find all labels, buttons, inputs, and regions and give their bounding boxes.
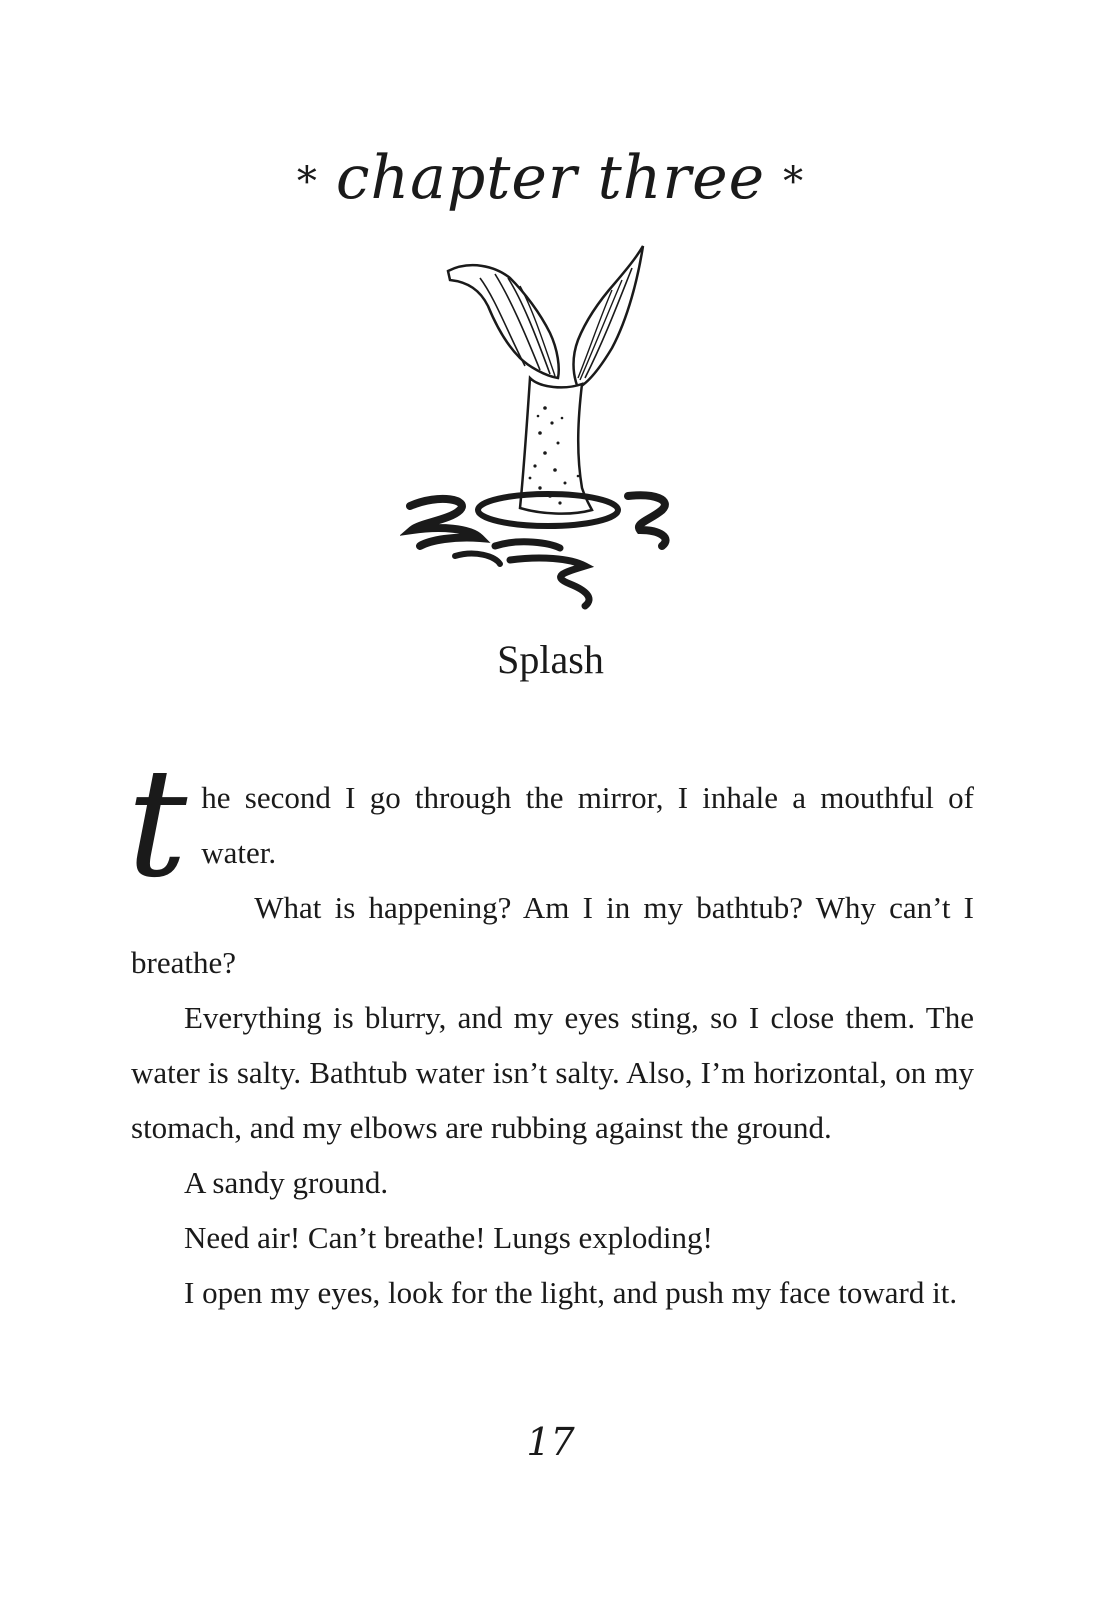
chapter-heading bbox=[0, 138, 1101, 222]
body-text bbox=[127, 737, 974, 1320]
paragraph-text: he second I go through the mirror, I inhale a mouthful of water. bbox=[201, 780, 974, 870]
mermaid-tail-icon bbox=[400, 238, 700, 618]
star-ornament-left: * bbox=[296, 159, 318, 206]
paragraph: What is happening? Am I in my bathtub? Why can’t I breathe? bbox=[131, 890, 974, 980]
drop-cap: t bbox=[127, 737, 188, 911]
paragraph: A sandy ground. bbox=[184, 1165, 389, 1200]
chapter-title: Splash bbox=[497, 637, 604, 682]
paragraph: Everything is blurry, and my eyes sting, so I close them. The water is salty. Bathtub water isn’t salty. Also, I’m horizontal, on my stomach, and my elbows are rubbing against the ground. bbox=[131, 1000, 974, 1145]
chapter-heading-text: chapter three bbox=[335, 143, 766, 213]
page-number: 17 bbox=[526, 1420, 575, 1464]
paragraph bbox=[127, 737, 974, 911]
star-ornament-right: * bbox=[783, 159, 805, 206]
paragraph: I open my eyes, look for the light, and push my face toward it. bbox=[184, 1275, 958, 1310]
paragraph: Need air! Can’t breathe! Lungs exploding! bbox=[184, 1220, 713, 1255]
